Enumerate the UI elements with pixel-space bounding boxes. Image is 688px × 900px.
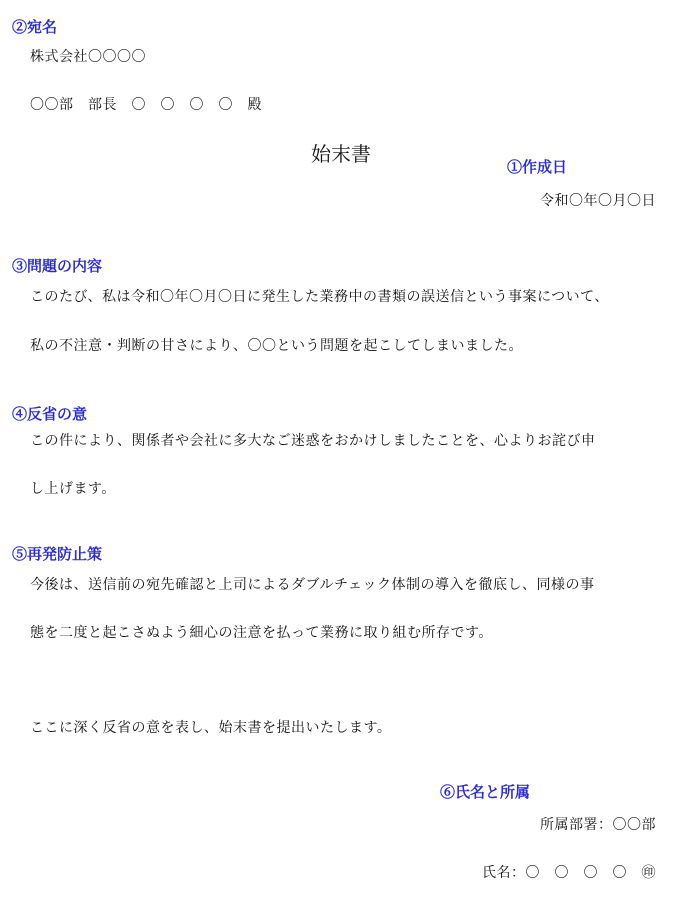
signer-name: 氏名：〇 〇 〇 〇 ㊞: [482, 865, 656, 881]
prevention-line-1: 今後は、送信前の宛先確認と上司によるダブルチェック体制の導入を徹底し、同様の事: [30, 577, 595, 593]
problem-line-2: 私の不注意・判断の甘さにより、〇〇という問題を起こしてしまいました。: [30, 338, 523, 354]
label-signer: ⑥氏名と所属: [440, 783, 531, 801]
prevention-line-2: 態を二度と起こさぬよう細心の注意を払って業務に取り組む所存です。: [30, 625, 493, 641]
closing-statement: ここに深く反省の意を表し、始末書を提出いたします。: [30, 720, 392, 736]
label-prevention: ⑤再発防止策: [12, 545, 103, 563]
addressee-company: 株式会社〇〇〇〇: [30, 49, 146, 65]
label-addressee: ②宛名: [12, 18, 58, 36]
label-reflection: ④反省の意: [12, 405, 88, 423]
addressee-recipient: 〇〇部 部長 〇 〇 〇 〇 殿: [30, 97, 262, 113]
document-date: 令和〇年〇月〇日: [540, 193, 656, 209]
signer-department: 所属部署：〇〇部: [540, 817, 656, 833]
problem-line-1: このたび、私は令和〇年〇月〇日に発生した業務中の書類の誤送信という事案について、: [30, 289, 609, 305]
reflection-line-1: この件により、関係者や会社に多大なご迷惑をおかけしましたことを、心よりお詫び申: [30, 433, 596, 449]
reflection-line-2: し上げます。: [30, 481, 116, 497]
label-date: ①作成日: [507, 158, 568, 176]
document-title: 始末書: [311, 142, 371, 166]
label-problem: ③問題の内容: [12, 257, 103, 275]
